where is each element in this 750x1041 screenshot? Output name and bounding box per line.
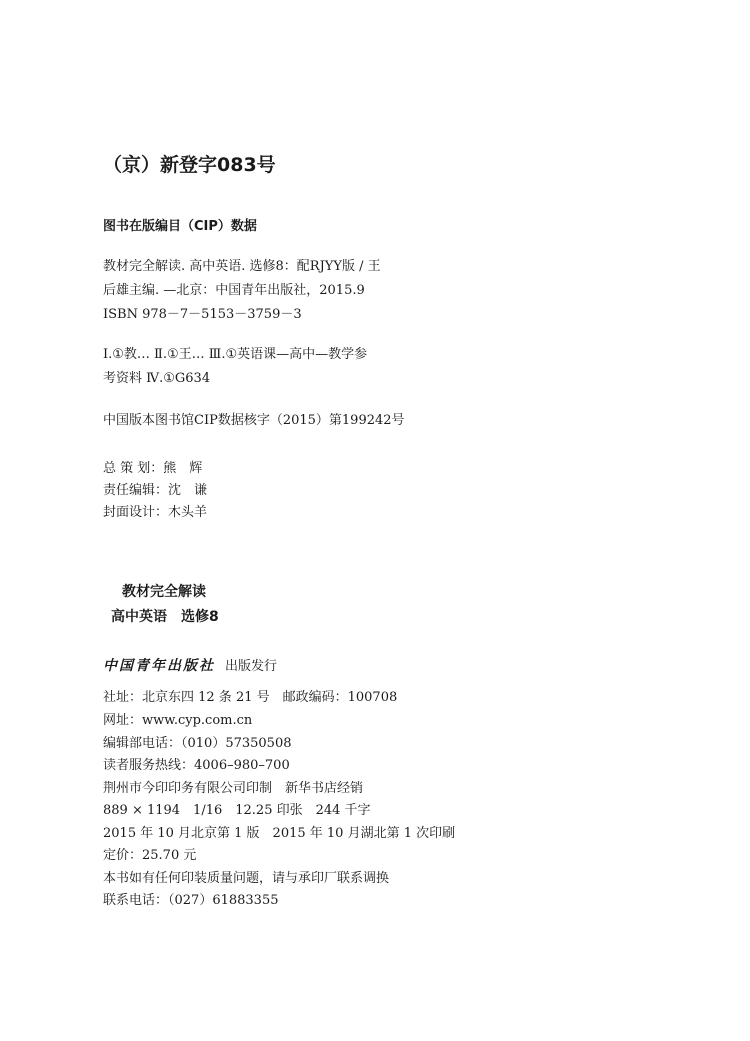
publisher-line — [103, 657, 277, 676]
imprint-address: 社址：北京东四 12 条 21 号 邮政编码：100708 — [103, 690, 398, 705]
imprint-format: 889 × 1194 1/16 12.25 印张 244 千字 — [103, 803, 371, 818]
credit-cover-design: 封面设计：木头羊 — [103, 505, 208, 520]
cip-line: 教材完全解读. 高中英语. 选修8：配RJYY版 / 王 — [103, 259, 381, 274]
cip-heading: 图书在版编目（CIP）数据 — [103, 219, 257, 234]
imprint-service-hotline: 读者服务热线：4006–980–700 — [103, 758, 290, 773]
registration-number: （京）新登字083号 — [103, 154, 276, 176]
cip-isbn: ISBN 978－7－5153－3759－3 — [103, 307, 302, 322]
publisher-suffix: 出版发行 — [225, 659, 278, 674]
credit-planner: 总 策 划：熊 辉 — [103, 461, 203, 476]
cip-classification: 考资料 Ⅳ.①G634 — [103, 371, 211, 386]
imprint-editorial-phone: 编辑部电话：（010）57350508 — [103, 736, 292, 751]
imprint-price: 定价：25.70 元 — [103, 848, 197, 863]
cip-record-number: 中国版本图书馆CIP数据核字（2015）第199242号 — [103, 413, 405, 428]
imprint-quality-notice: 本书如有任何印装质量问题，请与承印厂联系调换 — [103, 871, 390, 886]
imprint-website: 网址：www.cyp.com.cn — [103, 713, 253, 728]
imprint-printer: 荆州市今印印务有限公司印制 新华书店经销 — [103, 781, 364, 796]
imprint-edition: 2015 年 10 月北京第 1 版 2015 年 10 月湖北第 1 次印刷 — [103, 826, 456, 841]
book-title: 教材完全解读 — [122, 584, 206, 600]
credit-editor: 责任编辑：沈 谦 — [103, 483, 208, 498]
book-subtitle: 高中英语 选修8 — [111, 609, 219, 625]
imprint-contact-phone: 联系电话：（027）61883355 — [103, 893, 279, 908]
cip-line: 后雄主编. —北京：中国青年出版社，2015.9 — [103, 283, 365, 298]
cip-classification: Ⅰ.①教… Ⅱ.①王… Ⅲ.①英语课—高中—教学参 — [103, 347, 368, 362]
publisher-logo: 中国青年出版社 — [103, 658, 215, 674]
